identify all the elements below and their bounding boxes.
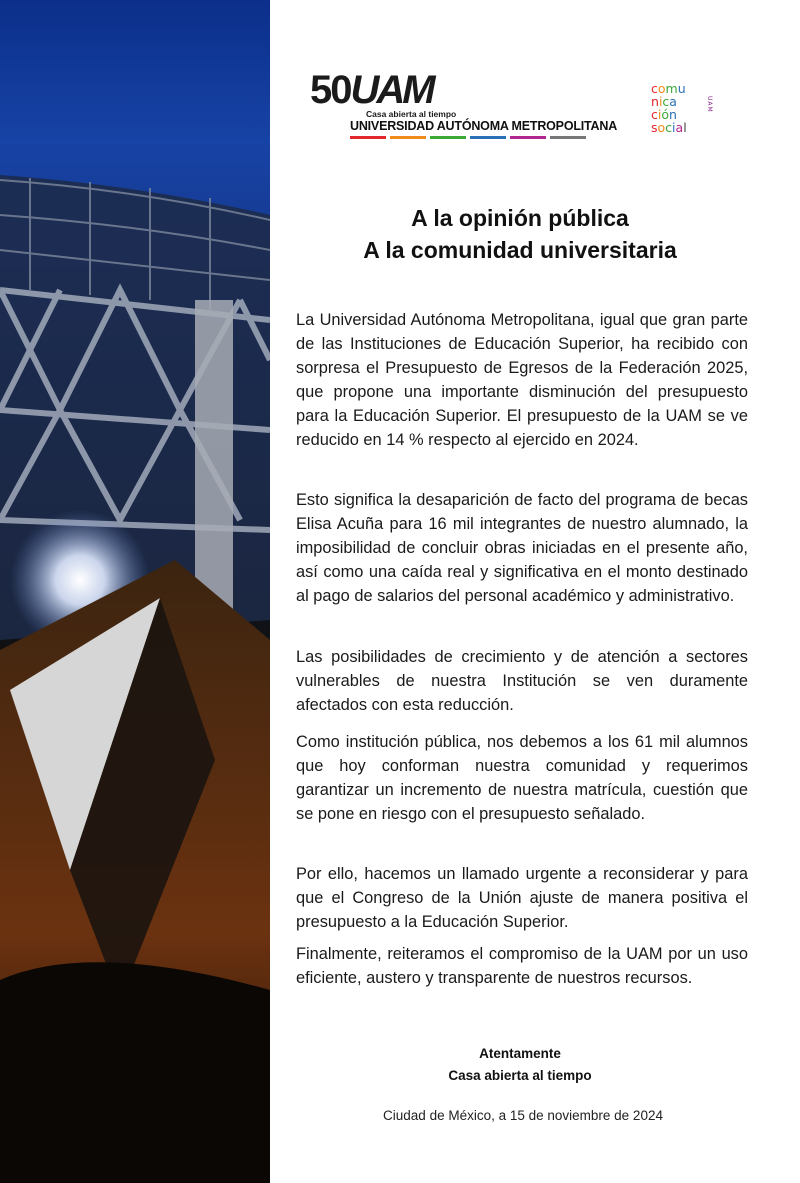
uam-tagline: Casa abierta al tiempo [366,109,457,119]
color-bar [550,136,586,139]
paragraph: Finalmente, reiteramos el compromiso de la UAM por un uso eficiente, austero y transparente de nuestros recursos. [296,945,748,987]
uam-logo-mark: 50UAM [310,68,433,112]
cs-logo-letter: a [675,120,684,135]
paragraph: Por ello, hacemos un llamado urgente a reconsiderar y para que el Congreso de la Unión ajuste de manera positiva el presupuesto a la Educación Superior. [296,865,748,931]
dateline: Ciudad de México, a 15 de noviembre de 2024 [383,1108,663,1123]
cs-logo-letter: s [651,120,658,135]
title-line-2: A la comunidad universitaria [363,237,677,263]
cs-logo-letter: ó [661,107,670,122]
paragraph: Las posibilidades de crecimiento y de atención a sectores vulnerables de nuestra Institución se ven duramente afectados con esta reducción. [296,648,748,714]
building-illustration [0,0,270,1183]
cs-logo-letter: c [651,81,658,96]
paragraph: Como institución pública, nos debemos a los 61 mil alumnos que hoy conforman nuestra comunidad y requerimos garantizar un incremento de nuestra matrícula, cuestión que se pone en riesgo con el presupuesto señalado. [296,733,748,823]
color-bar [430,136,466,139]
cs-logo-letter: n [669,107,677,122]
cs-logo-vertical: UAM [706,96,713,113]
cs-logo-letter: n [651,94,659,109]
cs-logo-letter: o [657,120,666,135]
color-bar [390,136,426,139]
cs-logo-letter: m [665,81,678,96]
uam-color-bars [350,136,586,139]
cs-logo-letter: i [657,107,662,122]
paragraph: Esto significa la desaparición de facto del programa de becas Elisa Acuña para 16 mil integrantes de nuestro alumnado, la imposibilidad de concluir obras iniciadas en el presente año, así como una caída real y significativa en el monto destinado al pago de salarios del personal académico y administrativo. [296,491,748,605]
cs-logo-letter: u [677,81,686,96]
closing-salutation: Atentamente [479,1046,561,1061]
comunicacion-social-logo [651,82,711,134]
cs-logo-line [651,121,711,134]
building-photo [0,0,270,1183]
color-bar [350,136,386,139]
cs-logo-letter: o [657,81,666,96]
cs-logo-letter: c [662,94,670,109]
paragraph: La Universidad Autónoma Metropolitana, igual que gran parte de las Instituciones de Educación Superior, ha recibido con sorpresa el Presupuesto de Egresos de la Federación 2025, que propone una importante disminución del presupuesto para la Educación Superior. El presupuesto de la UAM se ve reducido en 14 % respecto al ejercido en 2024. [296,311,748,449]
cs-logo-letter: a [669,94,677,109]
uam-logo [310,68,618,142]
cs-logo-letter: i [658,94,663,109]
color-bar [510,136,546,139]
cs-logo-letter: l [683,120,687,135]
cs-logo-letter: c [665,120,673,135]
uam-name: UNIVERSIDAD AUTÓNOMA METROPOLITANA [350,119,618,133]
title-line-1: A la opinión pública [411,205,629,231]
color-bar [470,136,506,139]
cs-logo-letter: i [672,120,676,135]
cs-logo-letter: c [651,107,658,122]
closing-motto: Casa abierta al tiempo [448,1068,592,1083]
